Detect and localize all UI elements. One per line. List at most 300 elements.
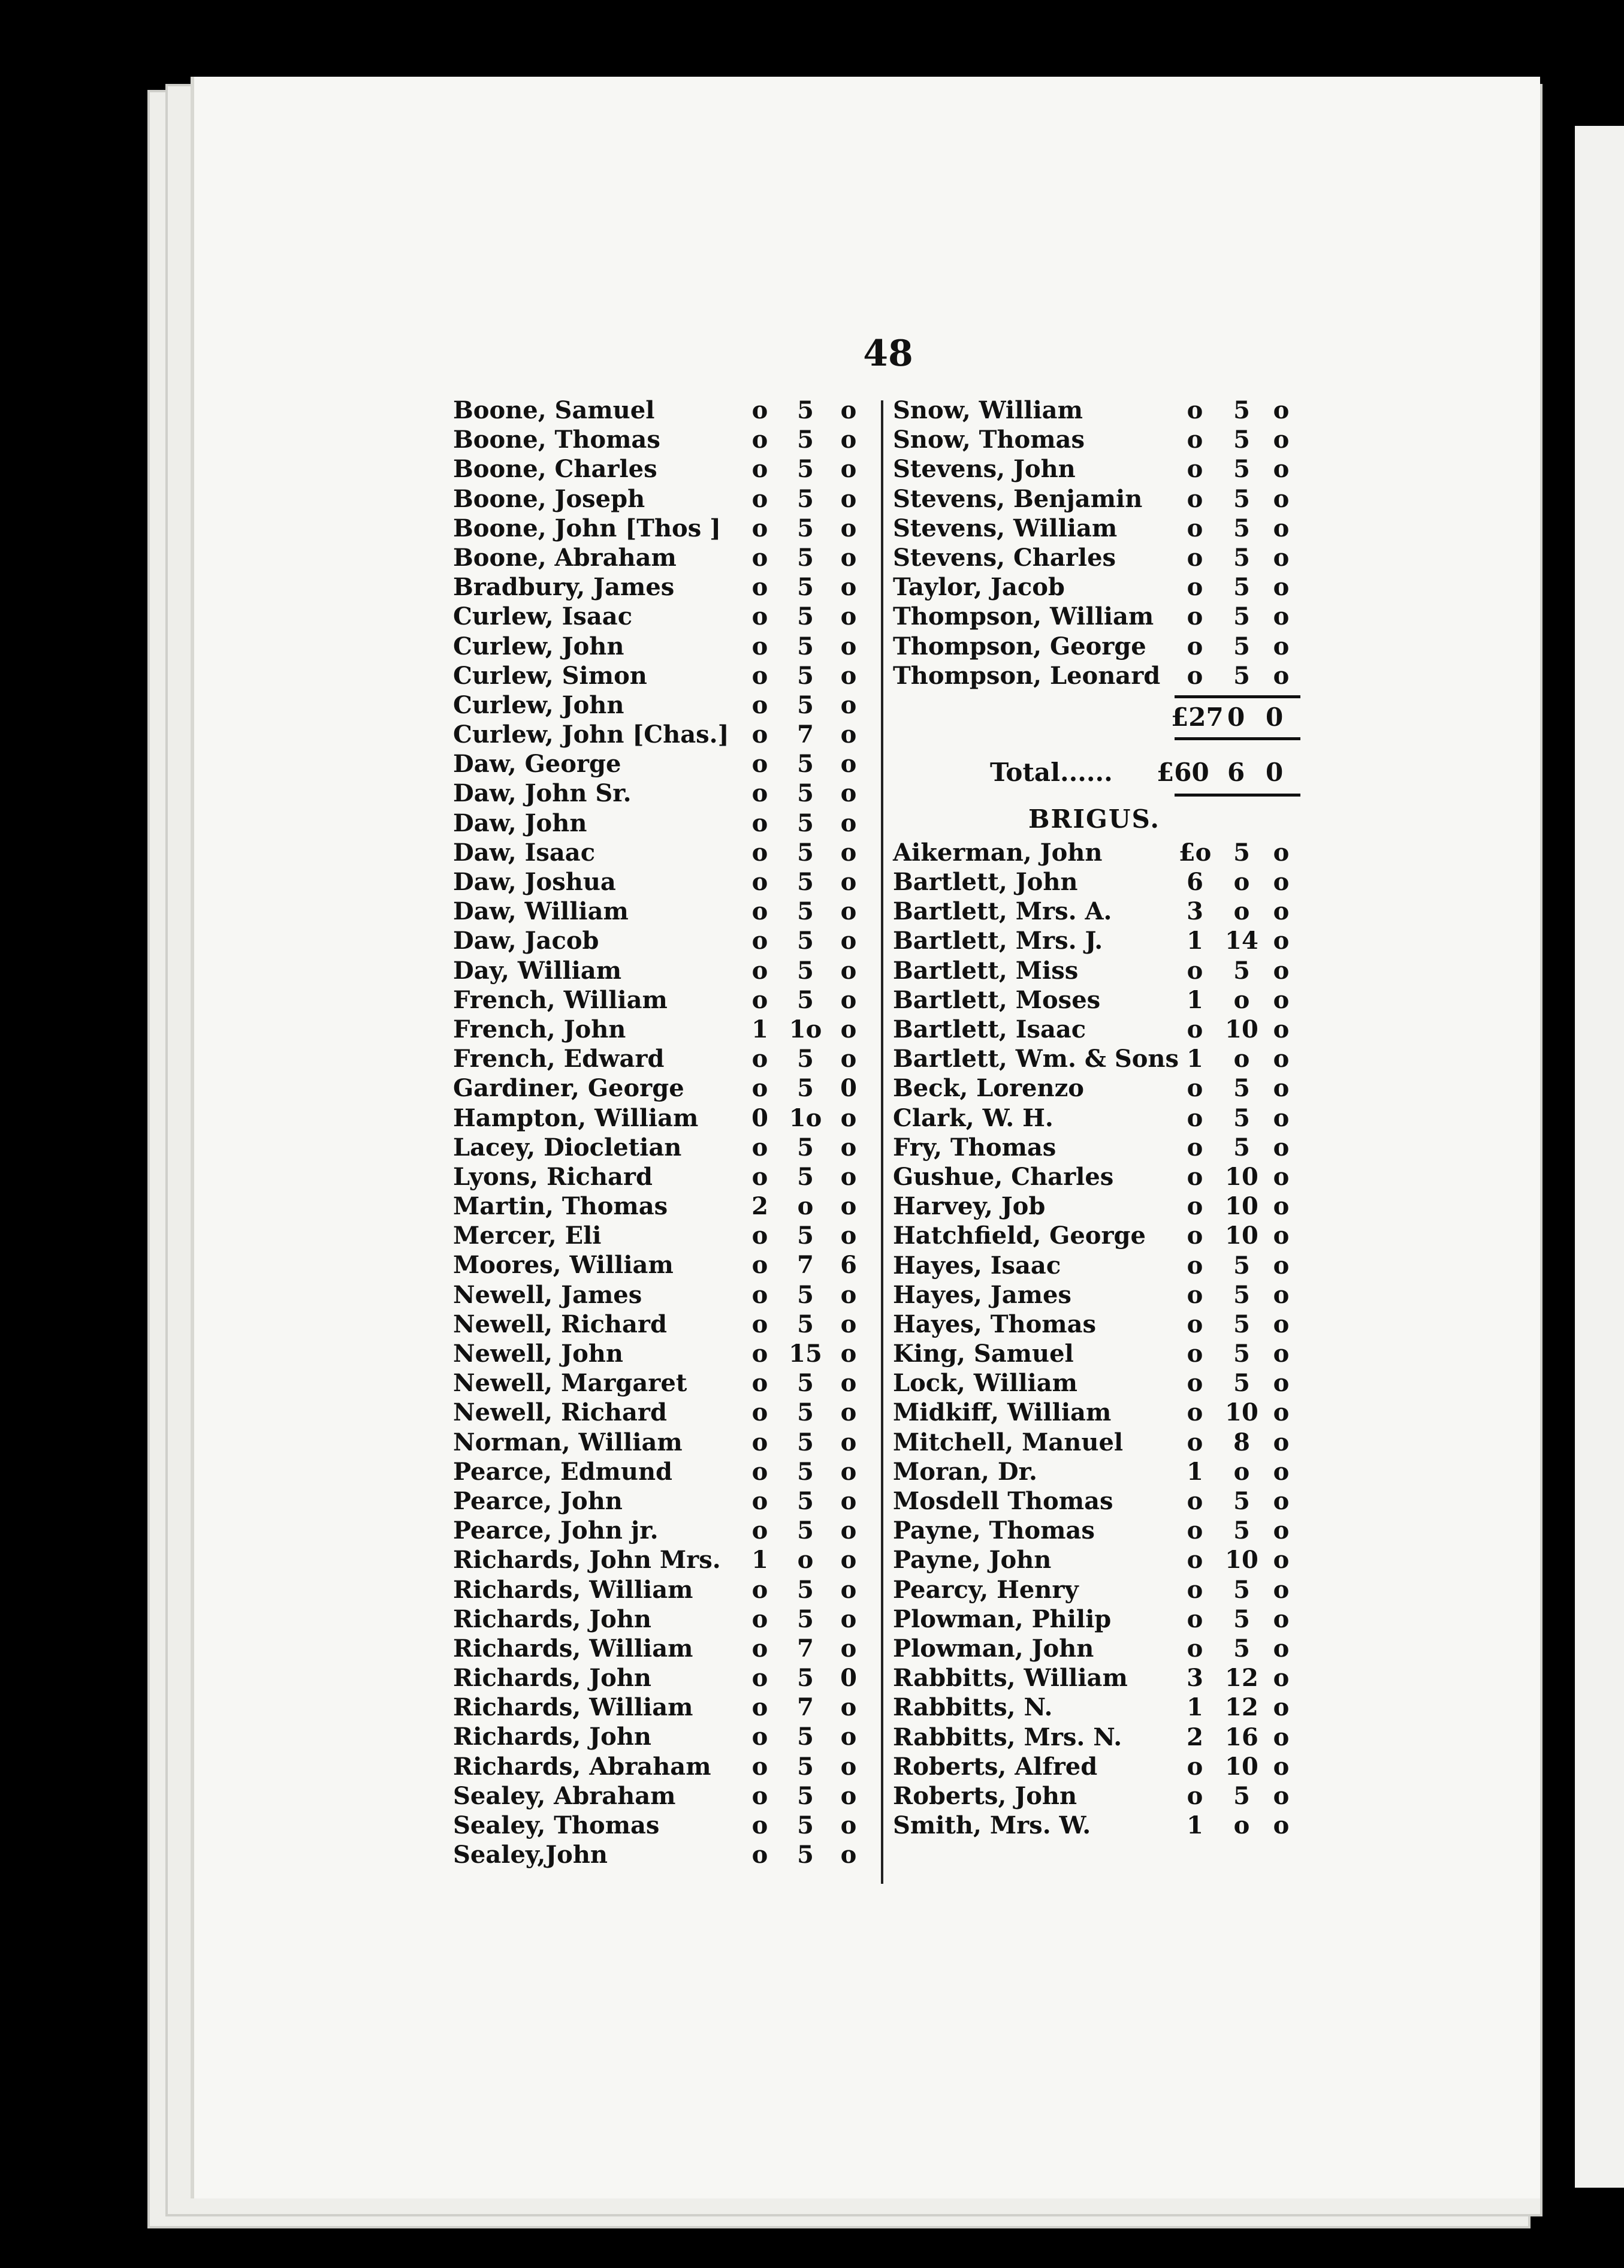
entry-shillings: 5 bbox=[1233, 573, 1250, 602]
entry-pounds: 2 bbox=[751, 1192, 768, 1221]
entry-pence: o bbox=[1273, 455, 1290, 484]
entry-pence: o bbox=[1273, 1664, 1290, 1693]
total-label: Total...... bbox=[990, 757, 1113, 787]
entry-pence: o bbox=[1273, 484, 1290, 513]
entry-pounds: o bbox=[751, 1074, 768, 1103]
left-column bbox=[453, 396, 867, 1869]
entry-name: Daw, John bbox=[453, 809, 587, 837]
entry-pounds: £o bbox=[1178, 838, 1212, 867]
entry-name: Payne, Thomas bbox=[893, 1516, 1095, 1545]
list-item bbox=[453, 985, 867, 1015]
entry-shillings: 5 bbox=[1233, 1369, 1250, 1398]
entry-pence: o bbox=[840, 1192, 857, 1221]
entry-shillings: 5 bbox=[1233, 1074, 1250, 1103]
entry-shillings: 5 bbox=[797, 927, 814, 955]
entry-pence: o bbox=[840, 1162, 857, 1191]
entry-shillings: 5 bbox=[797, 1752, 814, 1781]
entry-shillings: 16 bbox=[1225, 1723, 1258, 1751]
entry-name: Gardiner, George bbox=[453, 1074, 684, 1103]
entry-shillings: 5 bbox=[797, 1133, 814, 1162]
entry-pence: o bbox=[840, 1723, 857, 1751]
entry-pounds: 3 bbox=[1187, 897, 1203, 926]
entry-shillings: 5 bbox=[797, 484, 814, 513]
entry-name: Day, William bbox=[453, 956, 622, 985]
entry-shillings: 5 bbox=[797, 632, 814, 661]
list-item bbox=[453, 897, 867, 926]
entry-pence: o bbox=[840, 838, 857, 867]
entry-pounds: 1 bbox=[1187, 1045, 1203, 1073]
entry-pounds: o bbox=[751, 690, 768, 719]
entry-shillings: o bbox=[797, 1546, 814, 1575]
entry-pence: o bbox=[840, 1457, 857, 1486]
entry-name: Sealey, Thomas bbox=[453, 1811, 660, 1839]
entry-pence: o bbox=[840, 455, 857, 484]
entry-name: Smith, Mrs. W. bbox=[893, 1811, 1091, 1840]
list-item bbox=[893, 1663, 1300, 1693]
entry-shillings: 5 bbox=[797, 396, 814, 424]
list-item bbox=[453, 1015, 867, 1044]
list-item bbox=[893, 1605, 1300, 1634]
entry-name: Martin, Thomas bbox=[453, 1192, 668, 1221]
entry-shillings: 7 bbox=[797, 1251, 814, 1280]
list-item bbox=[453, 1722, 867, 1751]
list-item bbox=[453, 1486, 867, 1516]
entry-pounds: o bbox=[1187, 1369, 1203, 1398]
entry-pounds: o bbox=[751, 985, 768, 1014]
subtotal-pence: 0 bbox=[1266, 702, 1284, 732]
entry-shillings: 10 bbox=[1225, 1752, 1258, 1781]
entry-name: Daw, George bbox=[453, 750, 621, 779]
entry-pence: o bbox=[1273, 1693, 1290, 1722]
entry-pounds: o bbox=[1187, 661, 1203, 690]
entry-shillings: 5 bbox=[1233, 1634, 1250, 1663]
entry-shillings: 12 bbox=[1225, 1664, 1258, 1693]
entry-pounds: o bbox=[751, 1781, 768, 1810]
entry-name: Pearce, Edmund bbox=[453, 1457, 673, 1486]
entry-name: Sealey,John bbox=[453, 1841, 608, 1869]
entry-pounds: o bbox=[1187, 632, 1203, 661]
list-item bbox=[453, 1310, 867, 1339]
entry-shillings: 5 bbox=[1233, 1340, 1250, 1368]
entry-pounds: o bbox=[1187, 426, 1203, 454]
entry-shillings: 5 bbox=[797, 1428, 814, 1456]
entry-shillings: 1o bbox=[789, 1103, 822, 1132]
entry-shillings: 5 bbox=[797, 1575, 814, 1604]
entry-pounds: o bbox=[751, 1664, 768, 1693]
entry-name: Richards, Abraham bbox=[453, 1752, 711, 1781]
entry-shillings: 5 bbox=[1233, 1251, 1250, 1280]
list-item bbox=[453, 454, 867, 484]
entry-name: Lock, William bbox=[893, 1369, 1077, 1398]
entry-pence: o bbox=[840, 1693, 857, 1722]
entry-name: Curlew, Isaac bbox=[453, 602, 633, 631]
list-item bbox=[893, 1634, 1300, 1663]
entry-pounds: o bbox=[1187, 1781, 1203, 1810]
list-item bbox=[893, 1339, 1300, 1368]
entry-pence: o bbox=[1273, 1457, 1290, 1486]
entry-pence: o bbox=[1273, 1369, 1290, 1398]
entry-pounds: o bbox=[751, 1222, 768, 1250]
entry-pence: o bbox=[1273, 1133, 1290, 1162]
entry-pounds: o bbox=[1187, 455, 1203, 484]
list-item bbox=[893, 1015, 1300, 1044]
entry-name: Curlew, Simon bbox=[453, 661, 647, 690]
list-item bbox=[453, 514, 867, 543]
entry-name: French, William bbox=[453, 985, 668, 1014]
entry-pounds: o bbox=[751, 1605, 768, 1633]
entry-name: Plowman, Philip bbox=[893, 1605, 1112, 1633]
entry-shillings: 5 bbox=[797, 1723, 814, 1751]
entry-pence: o bbox=[1273, 1310, 1290, 1338]
entry-pence: o bbox=[1273, 985, 1290, 1014]
list-item bbox=[893, 1221, 1300, 1250]
entry-shillings: 10 bbox=[1225, 1015, 1258, 1043]
entry-shillings: 7 bbox=[797, 1693, 814, 1722]
entry-pence: o bbox=[840, 720, 857, 749]
entry-pence: o bbox=[1273, 1546, 1290, 1575]
entry-shillings: 8 bbox=[1233, 1428, 1250, 1456]
total-pounds: £60 bbox=[1157, 757, 1209, 787]
list-item bbox=[453, 926, 867, 955]
entry-pence: o bbox=[1273, 1781, 1290, 1810]
entry-shillings: 5 bbox=[797, 602, 814, 631]
list-item bbox=[453, 690, 867, 720]
entry-pence: o bbox=[1273, 543, 1290, 572]
list-item bbox=[893, 1428, 1300, 1457]
list-item bbox=[453, 1398, 867, 1427]
entry-pence: o bbox=[840, 1133, 857, 1162]
list-item bbox=[893, 1781, 1300, 1811]
entry-pence: 0 bbox=[840, 1664, 857, 1693]
entry-shillings: 5 bbox=[1233, 661, 1250, 690]
entry-pence: o bbox=[840, 1546, 857, 1575]
entry-pence: o bbox=[840, 1575, 857, 1604]
entry-pounds: o bbox=[751, 868, 768, 896]
entry-name: Pearce, John bbox=[453, 1486, 623, 1515]
list-item bbox=[893, 1457, 1300, 1486]
entry-name: Richards, William bbox=[453, 1693, 693, 1722]
totals-block bbox=[893, 690, 1300, 838]
entry-pence: o bbox=[1273, 838, 1290, 867]
entry-pounds: o bbox=[1187, 1192, 1203, 1221]
entry-shillings: 5 bbox=[797, 1605, 814, 1633]
entry-name: Hayes, James bbox=[893, 1280, 1071, 1309]
total-pence: 0 bbox=[1266, 757, 1284, 787]
subtotal-pounds: £27 bbox=[1171, 702, 1224, 732]
entry-pence: o bbox=[840, 1045, 857, 1073]
entry-shillings: 1o bbox=[789, 1015, 822, 1043]
list-item bbox=[893, 1486, 1300, 1516]
entry-pence: o bbox=[840, 661, 857, 690]
entry-pence: 0 bbox=[840, 1074, 857, 1103]
entry-name: Newell, Richard bbox=[453, 1398, 667, 1427]
entry-pence: o bbox=[840, 1280, 857, 1309]
list-item bbox=[453, 1368, 867, 1398]
list-item bbox=[893, 1752, 1300, 1781]
list-item bbox=[453, 1339, 867, 1368]
entry-pence: o bbox=[840, 514, 857, 542]
entry-shillings: 5 bbox=[1233, 514, 1250, 542]
entry-shillings: 5 bbox=[797, 985, 814, 1014]
entry-shillings: 5 bbox=[1233, 1605, 1250, 1633]
entry-pounds: o bbox=[1187, 396, 1203, 424]
entry-shillings: 10 bbox=[1225, 1192, 1258, 1221]
list-item bbox=[453, 484, 867, 514]
entry-name: Daw, Joshua bbox=[453, 868, 616, 896]
list-item bbox=[453, 1428, 867, 1457]
entry-pounds: o bbox=[751, 897, 768, 926]
entry-shillings: 7 bbox=[797, 720, 814, 749]
list-item bbox=[453, 1840, 867, 1869]
entry-shillings: 5 bbox=[797, 1280, 814, 1309]
entry-shillings: 5 bbox=[1233, 602, 1250, 631]
entry-shillings: 5 bbox=[797, 1516, 814, 1545]
entry-name: Beck, Lorenzo bbox=[893, 1074, 1084, 1103]
entry-name: Harvey, Job bbox=[893, 1192, 1046, 1221]
entry-shillings: 5 bbox=[797, 455, 814, 484]
entry-shillings: 5 bbox=[1233, 1133, 1250, 1162]
entry-name: Daw, Jacob bbox=[453, 927, 599, 955]
list-item bbox=[453, 1605, 867, 1634]
entry-pence: o bbox=[1273, 868, 1290, 897]
entry-shillings: 5 bbox=[797, 1457, 814, 1486]
entry-pence: o bbox=[840, 632, 857, 661]
entry-shillings: 10 bbox=[1225, 1162, 1258, 1191]
entry-name: Boone, John [Thos ] bbox=[453, 514, 722, 542]
entry-pence: o bbox=[840, 1752, 857, 1781]
entry-pounds: o bbox=[751, 1575, 768, 1604]
entry-name: Roberts, John bbox=[893, 1781, 1077, 1810]
entry-pence: o bbox=[840, 1015, 857, 1043]
list-item bbox=[453, 1103, 867, 1133]
total-rule-bottom bbox=[1175, 794, 1300, 797]
entry-pence: o bbox=[840, 1369, 857, 1398]
list-item bbox=[893, 484, 1300, 514]
list-item bbox=[893, 425, 1300, 454]
entry-name: Richards, John bbox=[453, 1723, 651, 1751]
entry-pence: o bbox=[1273, 897, 1290, 926]
entry-name: Daw, Isaac bbox=[453, 838, 596, 867]
entry-pounds: o bbox=[751, 809, 768, 837]
entry-pounds: o bbox=[751, 779, 768, 808]
entry-name: Rabbitts, Mrs. N. bbox=[893, 1723, 1122, 1751]
entry-pence: o bbox=[1273, 573, 1290, 602]
list-item bbox=[893, 985, 1300, 1015]
entry-pence: o bbox=[1273, 661, 1290, 690]
entry-name: Boone, Abraham bbox=[453, 543, 677, 572]
list-item bbox=[893, 1103, 1300, 1133]
entry-shillings: 5 bbox=[1233, 426, 1250, 454]
entry-pounds: o bbox=[1187, 956, 1203, 985]
list-item bbox=[893, 661, 1300, 690]
list-item bbox=[893, 1192, 1300, 1221]
list-item bbox=[893, 867, 1300, 897]
entry-pence: o bbox=[1273, 1634, 1290, 1663]
entry-name: Rabbitts, William bbox=[893, 1664, 1128, 1693]
list-item bbox=[893, 1044, 1300, 1073]
list-item bbox=[453, 779, 867, 808]
entry-shillings: 5 bbox=[797, 1781, 814, 1810]
list-item bbox=[893, 1398, 1300, 1427]
entry-name: Bradbury, James bbox=[453, 573, 675, 602]
list-item bbox=[893, 1516, 1300, 1545]
entry-shillings: 5 bbox=[1233, 1310, 1250, 1338]
list-item bbox=[453, 720, 867, 749]
entry-name: Thompson, William bbox=[893, 602, 1154, 631]
entry-shillings: 5 bbox=[797, 1664, 814, 1693]
list-item bbox=[893, 543, 1300, 572]
entry-shillings: 5 bbox=[1233, 1575, 1250, 1604]
entry-pounds: 1 bbox=[1187, 1693, 1203, 1722]
entry-name: Stevens, Charles bbox=[893, 543, 1116, 572]
entry-name: Plowman, John bbox=[893, 1634, 1094, 1663]
entry-pence: o bbox=[1273, 1428, 1290, 1456]
entry-pence: o bbox=[1273, 1752, 1290, 1781]
list-item bbox=[893, 897, 1300, 926]
entry-shillings: o bbox=[1233, 1457, 1250, 1486]
entry-pence: o bbox=[840, 927, 857, 955]
entry-name: Daw, John Sr. bbox=[453, 779, 632, 808]
list-item bbox=[453, 1545, 867, 1575]
entry-pounds: o bbox=[1187, 1310, 1203, 1338]
entry-name: Bartlett, Mrs. J. bbox=[893, 927, 1103, 955]
entry-pounds: o bbox=[1187, 1133, 1203, 1162]
entry-shillings: 5 bbox=[797, 1841, 814, 1869]
entry-pounds: 3 bbox=[1187, 1664, 1203, 1693]
entry-shillings: 5 bbox=[797, 809, 814, 837]
entry-pounds: o bbox=[1187, 1340, 1203, 1368]
entry-pounds: 1 bbox=[1187, 1457, 1203, 1486]
entry-name: Pearce, John jr. bbox=[453, 1516, 659, 1545]
entry-shillings: 5 bbox=[1233, 956, 1250, 985]
entry-pence: o bbox=[840, 1103, 857, 1132]
entry-pounds: o bbox=[1187, 484, 1203, 513]
entry-name: Snow, Thomas bbox=[893, 426, 1085, 454]
entry-name: Aikerman, John bbox=[893, 838, 1103, 867]
entry-pence: o bbox=[840, 1516, 857, 1545]
entry-name: Hayes, Thomas bbox=[893, 1310, 1097, 1338]
entry-pence: o bbox=[840, 602, 857, 631]
entry-name: Stevens, William bbox=[893, 514, 1118, 542]
entry-shillings: 5 bbox=[797, 1811, 814, 1839]
entry-pence: o bbox=[840, 573, 857, 602]
entry-pounds: o bbox=[751, 1162, 768, 1191]
total-row bbox=[893, 758, 1300, 788]
entry-pence: o bbox=[1273, 1015, 1290, 1043]
entry-shillings: o bbox=[1233, 868, 1250, 897]
entry-name: Mosdell Thomas bbox=[893, 1487, 1113, 1515]
list-item bbox=[893, 396, 1300, 425]
entry-shillings: 5 bbox=[1233, 396, 1250, 424]
entry-pounds: 1 bbox=[1187, 985, 1203, 1014]
entry-pence: o bbox=[840, 868, 857, 896]
entry-shillings: 5 bbox=[1233, 484, 1250, 513]
entry-name: Bartlett, John bbox=[893, 868, 1078, 897]
entry-pence: o bbox=[1273, 632, 1290, 661]
entry-shillings: 5 bbox=[797, 573, 814, 602]
entry-name: Curlew, John bbox=[453, 690, 624, 719]
entry-pounds: o bbox=[751, 1340, 768, 1368]
entry-pounds: o bbox=[751, 661, 768, 690]
entry-pounds: o bbox=[751, 1457, 768, 1486]
column-divider bbox=[881, 400, 883, 1884]
entry-pounds: o bbox=[1187, 1280, 1203, 1309]
entry-shillings: 12 bbox=[1225, 1693, 1258, 1722]
entry-shillings: 5 bbox=[797, 1162, 814, 1191]
list-item bbox=[893, 1575, 1300, 1605]
entry-pence: o bbox=[1273, 1398, 1290, 1427]
entry-shillings: 10 bbox=[1225, 1222, 1258, 1250]
entry-name: Snow, William bbox=[893, 396, 1083, 424]
entry-pounds: o bbox=[1187, 1074, 1203, 1103]
list-item bbox=[453, 572, 867, 602]
list-item bbox=[453, 838, 867, 867]
entry-pounds: o bbox=[751, 1634, 768, 1663]
entry-name: Boone, Thomas bbox=[453, 426, 660, 454]
list-item bbox=[893, 1133, 1300, 1162]
entry-pounds: o bbox=[751, 1841, 768, 1869]
list-item bbox=[893, 1280, 1300, 1310]
list-item bbox=[453, 1516, 867, 1545]
entry-pence: o bbox=[1273, 1162, 1290, 1191]
entry-pence: o bbox=[1273, 1340, 1290, 1368]
entry-pence: o bbox=[840, 426, 857, 454]
entry-pounds: 1 bbox=[751, 1015, 768, 1043]
list-item bbox=[893, 514, 1300, 543]
entry-shillings: 5 bbox=[797, 1045, 814, 1073]
entry-shillings: o bbox=[1233, 897, 1250, 926]
entry-name: Hayes, Isaac bbox=[893, 1251, 1061, 1280]
list-item bbox=[893, 1545, 1300, 1575]
entry-pounds: o bbox=[1187, 1634, 1203, 1663]
entry-shillings: 5 bbox=[797, 956, 814, 985]
entry-pounds: o bbox=[751, 602, 768, 631]
entry-pounds: 2 bbox=[1187, 1723, 1203, 1751]
entry-pence: o bbox=[1273, 426, 1290, 454]
entry-pounds: o bbox=[751, 1045, 768, 1073]
list-item bbox=[453, 1250, 867, 1280]
entry-shillings: 5 bbox=[1233, 632, 1250, 661]
entry-shillings: 5 bbox=[797, 750, 814, 779]
entry-pence: o bbox=[840, 809, 857, 837]
entry-shillings: 7 bbox=[797, 1634, 814, 1663]
list-item bbox=[453, 809, 867, 838]
list-item bbox=[893, 1811, 1300, 1840]
entry-name: French, John bbox=[453, 1015, 626, 1043]
entry-pounds: o bbox=[751, 1133, 768, 1162]
entry-name: Newell, James bbox=[453, 1280, 642, 1309]
entry-pounds: o bbox=[751, 720, 768, 749]
subtotal-row bbox=[893, 702, 1300, 732]
entry-pence: o bbox=[1273, 602, 1290, 631]
entry-shillings: 5 bbox=[1233, 1516, 1250, 1545]
entry-name: Stevens, John bbox=[893, 455, 1076, 484]
entry-pounds: 1 bbox=[1187, 927, 1203, 955]
entry-pounds: o bbox=[751, 750, 768, 779]
list-item bbox=[893, 1723, 1300, 1752]
entry-pounds: o bbox=[751, 1280, 768, 1309]
entry-name: Stevens, Benjamin bbox=[893, 484, 1143, 513]
entry-pounds: o bbox=[751, 573, 768, 602]
entry-shillings: 5 bbox=[797, 514, 814, 542]
entry-name: Norman, William bbox=[453, 1428, 683, 1456]
entry-shillings: 5 bbox=[1233, 838, 1250, 867]
entry-pence: o bbox=[1273, 1516, 1290, 1545]
entry-name: Rabbitts, N. bbox=[893, 1693, 1053, 1722]
entry-pounds: o bbox=[1187, 602, 1203, 631]
entry-pence: 6 bbox=[840, 1251, 857, 1280]
entry-pence: o bbox=[840, 897, 857, 926]
